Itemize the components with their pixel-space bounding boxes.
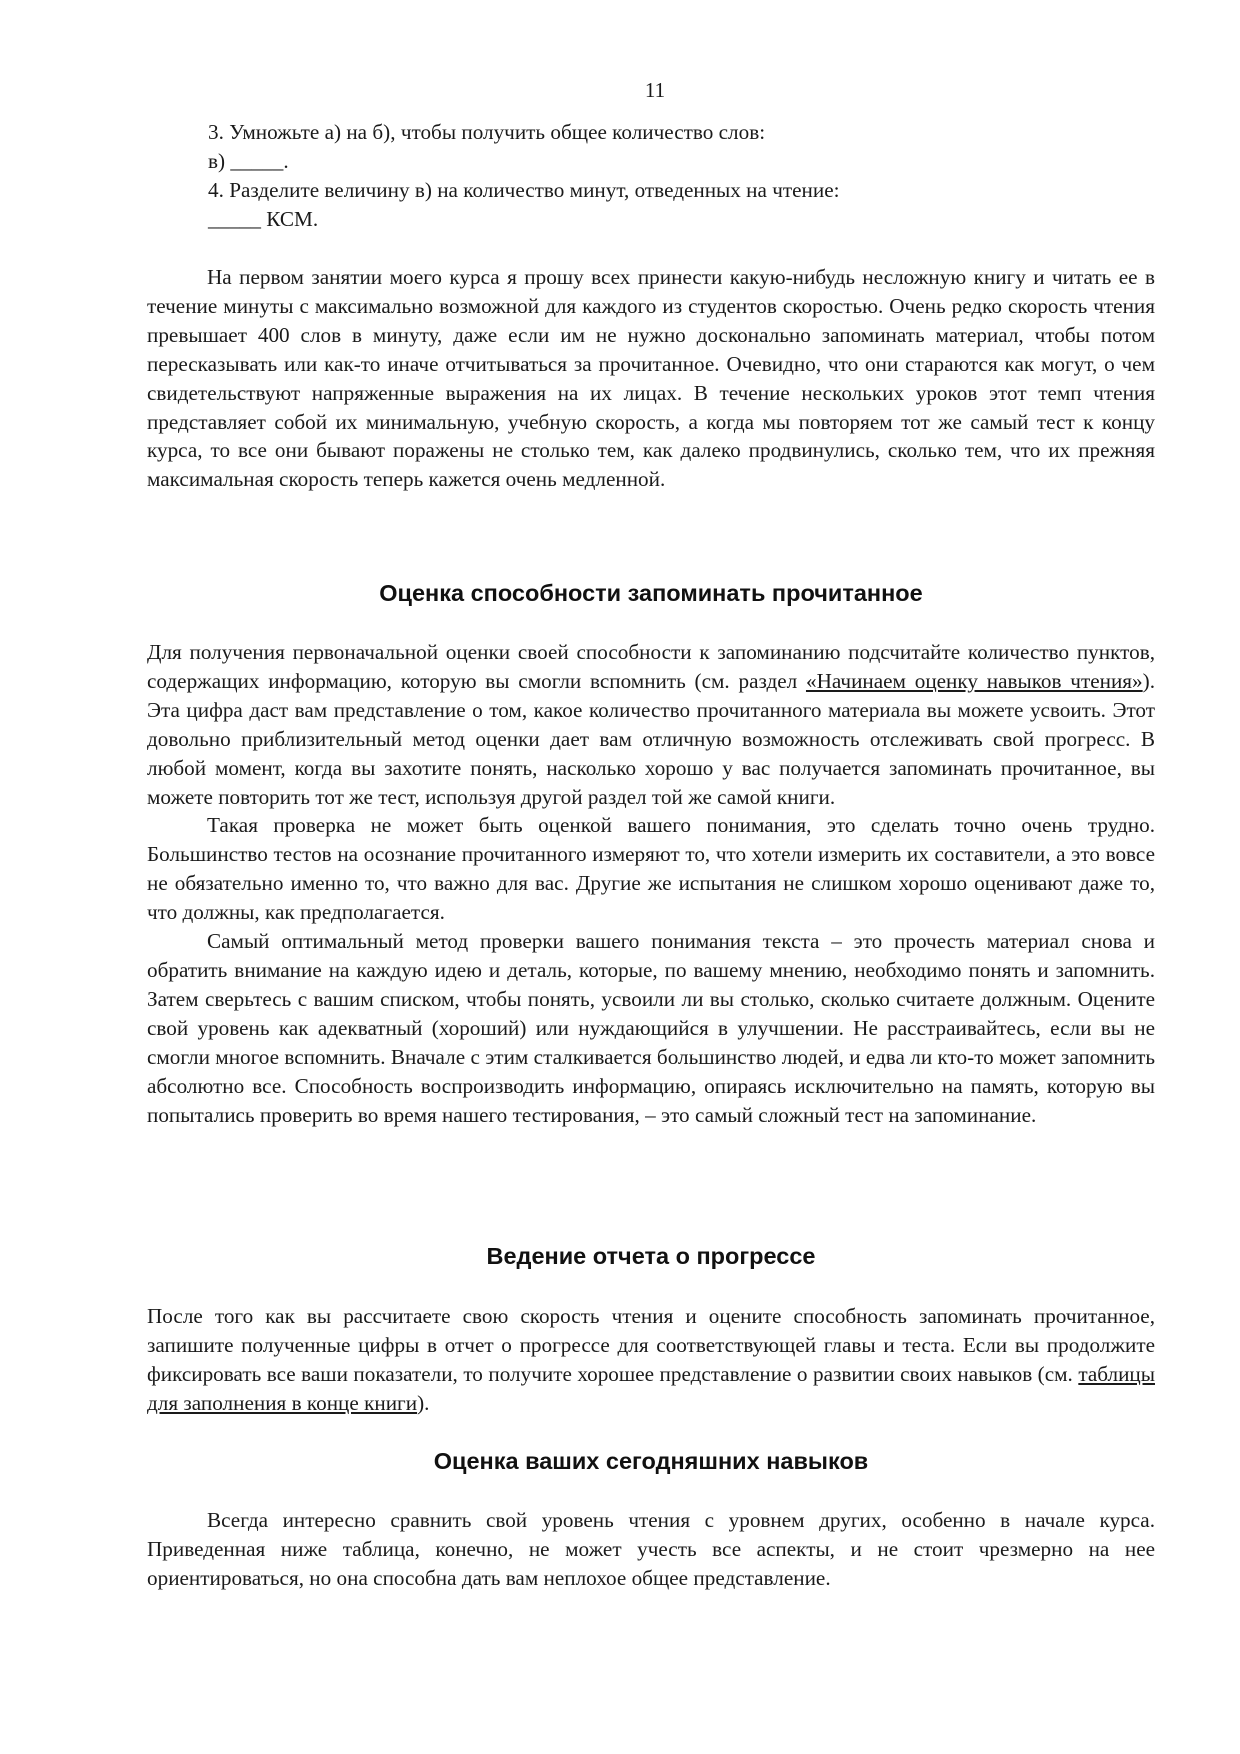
memory-paragraph-2: Такая проверка не может быть оценкой вашего понимания, это сделать точно очень трудно. Большинство тестов на осознание прочитанного измеряют то, что хотели измерить их составители, а это вовсе не обязательно именно то, что важно для вас. Другие же испытания не слишком хорошо оценивают даже то, что должны, как предполагается. bbox=[147, 813, 1155, 925]
intro-paragraph: На первом занятии моего курса я прошу всех принести какую-нибудь несложную книгу и читать ее в течение минуты с максимально возможной для каждого из студентов скоростью. Очень редко скорость чтения превышает 400 слов в минуту, даже если им не нужно досконально запоминать материал, чтобы потом пересказывать или как-то иначе отчитываться за прочитанное. Очевидно, что они стараются как могут, о чем свидетельствуют напряженные выражения на их лицах. В течение нескольких уроков этот темп чтения представляет собой их минимальную, учебную скорость, а когда мы повторяем тот же самый тест к концу курса, то все они бывают поражены не столько тем, как далеко продвинулись, сколько тем, что их прежняя максимальная скорость теперь кажется очень медленной. bbox=[147, 265, 1155, 492]
memory-paragraph-1 bbox=[147, 638, 1155, 811]
progress-section bbox=[147, 1302, 1155, 1418]
section-heading-progress: Ведение отчета о прогрессе bbox=[486, 1243, 816, 1269]
intro-section bbox=[147, 263, 1155, 494]
section-heading-memory: Оценка способности запоминать прочитанное bbox=[379, 580, 923, 606]
reading-skills-link[interactable]: «Начинаем оценку навыков чтения» bbox=[805, 668, 1143, 693]
progress-text-a: После того как вы рассчитаете свою скорость чтения и оцените способность запоминать прочитанное, запишите полученные цифры в отчет о прогрессе для соответствующей главы и теста. Если вы продолжите фиксировать все ваши показатели, то получите хорошее представление о развитии своих навыков (см. bbox=[147, 1304, 1155, 1386]
page-number: 11 bbox=[644, 78, 666, 102]
tables-link[interactable]: таблицы для заполнения в конце книги bbox=[147, 1361, 1155, 1415]
memory-p1-text-a: Для получения первоначальной оценки своей способности к запоминанию подсчитайте количество пунктов, содержащих информацию, которую вы смогли вспомнить (см. раздел bbox=[147, 640, 1155, 693]
calculation-steps bbox=[208, 118, 1108, 234]
memory-p1-text-b: ). Эта цифра даст вам представление о том, какое количество прочитанного материала вы можете усвоить. Этот довольно приблизительный метод оценки дает вам отличную возможность отслеживать свой прогресс. В любой момент, когда вы захотите понять, насколько хорошо у вас получается запоминать прочитанное, вы можете повторить тот же тест, используя другой раздел той же самой книги. bbox=[147, 668, 1155, 809]
memory-section bbox=[147, 638, 1155, 1129]
step-3: 3. Умножьте а) на б), чтобы получить общее количество слов: bbox=[208, 120, 766, 144]
progress-paragraph bbox=[147, 1302, 1155, 1418]
skills-paragraph: Всегда интересно сравнить свой уровень чтения с уровнем других, особенно в начале курса. Приведенная ниже таблица, конечно, не может учесть все аспекты, и не стоит чрезмерно на нее ориентироваться, но она способна дать вам неплохое общее представление. bbox=[147, 1508, 1155, 1590]
section-heading-skills: Оценка ваших сегодняшних навыков bbox=[433, 1448, 869, 1474]
memory-paragraph-3: Самый оптимальный метод проверки вашего понимания текста – это прочесть материал снова и обратить внимание на каждую идею и деталь, которые, по вашему мнению, необходимо понять и запомнить. Затем сверьтесь с вашим списком, чтобы понять, усвоили ли вы столько, сколько считаете должным. Оцените свой уровень как адекватный (хороший) или нуждающийся в улучшении. Не расстраивайтесь, если вы не смогли многое вспомнить. Вначале с этим сталкивается большинство людей, и едва ли кто-то может запомнить абсолютно все. Способность воспроизводить информацию, опираясь исключительно на память, которую вы попытались проверить во время нашего тестирования, – это самый сложный тест на запоминание. bbox=[147, 929, 1155, 1127]
step-4-blank: _____ КСМ. bbox=[208, 206, 319, 231]
step-3-blank: в) _____. bbox=[208, 148, 289, 173]
skills-section bbox=[147, 1506, 1155, 1593]
progress-text-b: ). bbox=[417, 1390, 430, 1415]
step-4: 4. Разделите величину в) на количество минут, отведенных на чтение: bbox=[208, 177, 840, 202]
